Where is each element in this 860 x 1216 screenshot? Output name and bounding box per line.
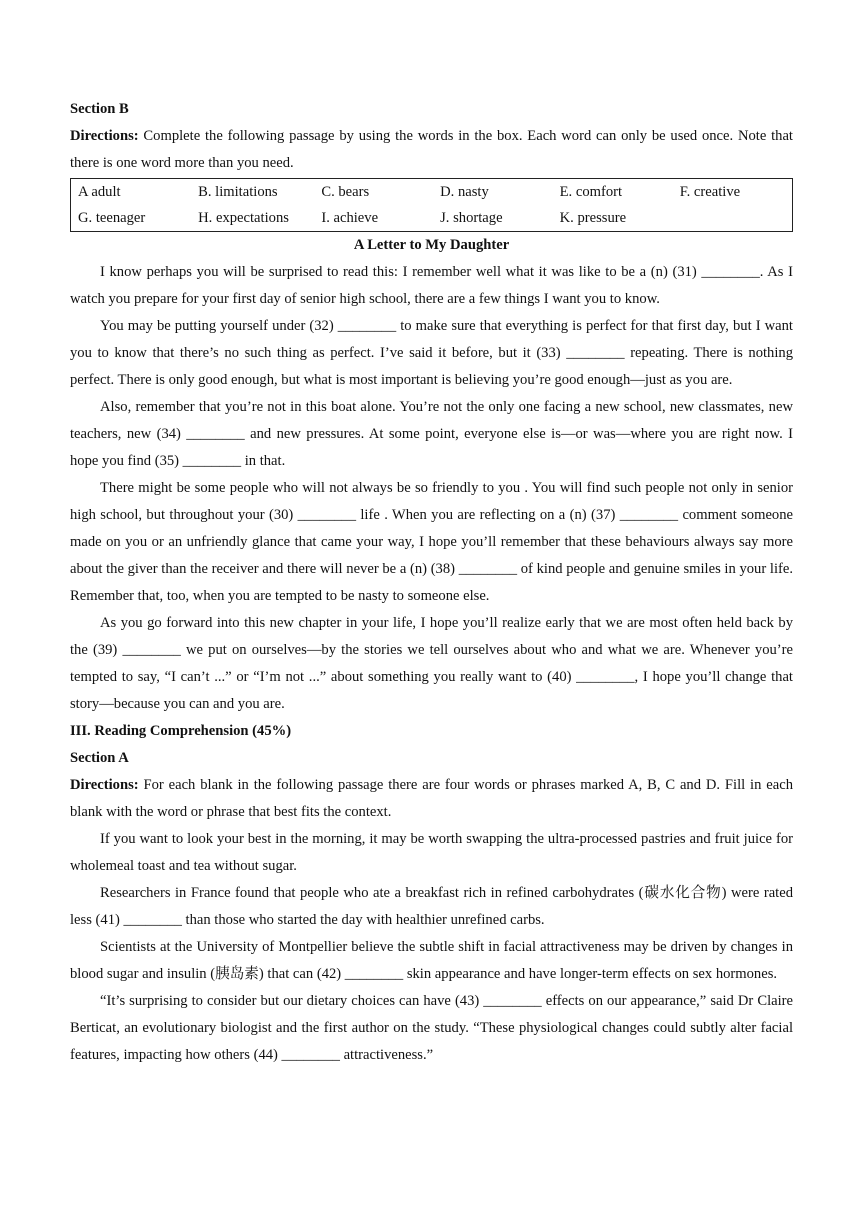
word-option [673,205,793,232]
word-box-row [71,205,793,232]
document-content [70,96,793,1069]
passage-paragraph: You may be putting yourself under (32) ________ to make sure that everything is perfect for that first day, but I want you to know that there’s no such thing as perfect. I’ve said it before, but it (33) ________ repeating. There is nothing perfect. There is only good enough, but what is most important is believing you’re good enough—just as you are. [70,318,793,388]
section-b-directions [70,123,793,177]
directions-label: Directions: [70,777,139,793]
passage-paragraph: As you go forward into this new chapter in your life, I hope you’ll realize early that we are most often held back by the (39) ________ we put on ourselves—by the stories we tell ourselves about who and what we are. Whenever you’re tempted to say, “I can’t ...” or “I’m not ...” about something you really want to (40) ________, I hope you’ll change that story—because you can and you are. [70,615,793,712]
directions-text: Complete the following passage by using the words in the box. Each word can only be used once. Note that there is one word more than you need. [70,128,793,171]
word-option: J. shortage [440,209,503,226]
word-option: D. nasty [440,183,489,200]
section-b-heading: Section B [70,101,129,117]
passage-paragraph: Also, remember that you’re not in this boat alone. You’re not the only one facing a new school, new classmates, new teachers, new (34) ________ and new pressures. At some point, everyone else is—or was—where you are right now. I hope you find (35) ________ in that. [70,399,793,469]
word-option: F. creative [679,183,741,200]
section-a-directions [70,772,793,826]
passage-title: A Letter to My Daughter [353,237,510,253]
word-option: E. comfort [559,183,623,200]
reading-paragraph: “It’s surprising to consider but our dietary choices can have (43) ________ effects on our appearance,” said Dr Claire Berticat, an evolutionary biologist and the first author on the study. “These physiological changes could subtly alter facial features, impacting how others (44) ________ attractiveness.” [70,993,793,1063]
word-option: B. limitations [198,183,278,200]
passage-paragraph: There might be some people who will not always be so friendly to you . You will find such people not only in senior high school, but throughout your (30) ________ life . When you are reflecting on a (n) (37) ________ comment someone made on you or an unfriendly glance that came your way, I hope you’ll remember that these behaviours always say more about the giver than the receiver and there will never be a (n) (38) ________ of kind people and genuine smiles in your life. Remember that, too, when you are tempted to be nasty to someone else. [70,480,793,604]
reading-paragraph: If you want to look your best in the morning, it may be worth swapping the ultra-processed pastries and fruit juice for wholemeal toast and tea without sugar. [70,831,793,874]
word-option: G. teenager [78,209,146,226]
word-option: C. bears [321,183,370,200]
word-option: K. pressure [559,209,627,226]
reading-paragraph: Researchers in France found that people who ate a breakfast rich in refined carbohydrates (碳水化合物) were rated less (41) ________ than those who started the day with healthier unrefined carbs. [70,885,793,928]
word-option: H. expectations [198,209,289,226]
part-heading: III. Reading Comprehension (45%) [70,723,292,739]
passage-paragraph: I know perhaps you will be surprised to read this: I remember well what it was like to be a (n) (31) ________. As I watch you prepare for your first day of senior high school, there are a few things I want you to know. [70,264,793,307]
section-a-heading: Section A [70,750,129,766]
word-option: A adult [78,183,121,200]
word-option: I. achieve [321,209,379,226]
word-box-row [71,179,793,206]
reading-paragraph: Scientists at the University of Montpellier believe the subtle shift in facial attractiveness may be driven by changes in blood sugar and insulin (胰岛素) that can (42) ________ skin appearance and have longer-term effects on sex hormones. [70,939,793,982]
directions-text: For each blank in the following passage there are four words or phrases marked A, B, C and D. Fill in each blank with the word or phrase that best fits the context. [70,777,793,820]
directions-label: Directions: [70,128,139,144]
word-box [70,178,793,232]
